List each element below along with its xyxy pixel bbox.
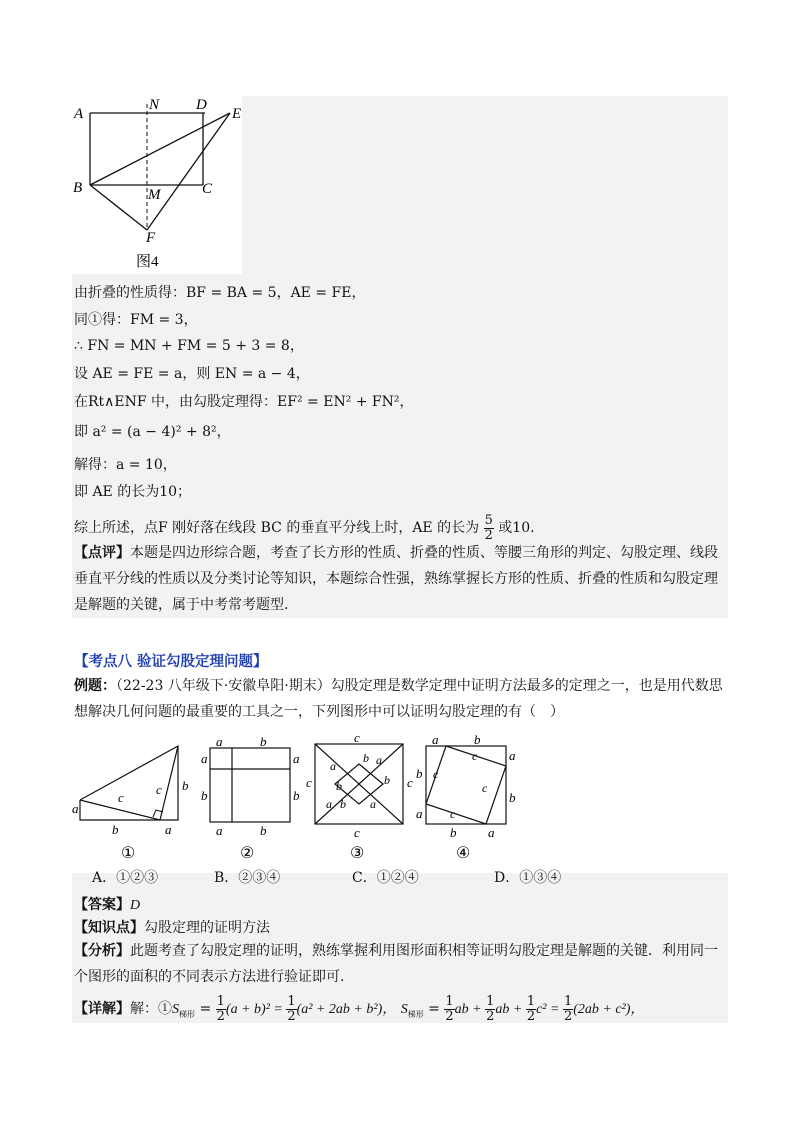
detail-expr1: (a + b)² = xyxy=(225,1002,287,1017)
option-d: D．①③④ xyxy=(494,870,562,886)
frac-half-4: $\frac{1}{2}$ xyxy=(486,993,495,1024)
option-c: C．①②④ xyxy=(352,870,419,886)
frac-half-6: $\frac{1}{2}$ xyxy=(563,993,573,1024)
label-F: F xyxy=(146,230,156,246)
answer-line xyxy=(74,895,140,916)
label-A: A xyxy=(74,106,84,122)
option-a: A．①②③ xyxy=(92,870,159,886)
detail-expr2: (a² + 2ab + b²)， xyxy=(296,1002,397,1017)
comment-paragraph xyxy=(74,540,726,618)
fig3-label-b1: b xyxy=(363,751,369,765)
label-B: B xyxy=(73,180,83,196)
figure-1-number: ① xyxy=(121,845,136,862)
solution-line-7: 解得：a = 10， xyxy=(74,457,177,473)
fraction-denominator: 2 xyxy=(484,527,493,543)
example-tag: 例题： xyxy=(74,678,116,694)
figure-4-diagram xyxy=(70,96,250,276)
fig4-label-c-right: c xyxy=(482,781,488,795)
figure-2-square xyxy=(201,734,300,862)
answer-value: D xyxy=(130,898,141,913)
solution-line-1: 由折叠的性质得：BF = BA = 5，AE = FE， xyxy=(74,285,366,301)
conclusion-tail: 或10. xyxy=(498,520,535,536)
fig2-label-a-left: a xyxy=(201,751,208,766)
section-title: 【考点八 验证勾股定理问题】 xyxy=(74,654,268,670)
detail-expr6: (2ab + c²)， xyxy=(573,1002,645,1017)
fig3-label-b4: b xyxy=(336,779,342,793)
fig4-label-a-right: a xyxy=(509,748,516,763)
figure-4-square xyxy=(416,732,516,862)
detail-tag: 【详解】 xyxy=(74,1001,130,1017)
detail-expr4: ab + xyxy=(495,1002,526,1017)
fig1-label-c-upper: c xyxy=(156,782,162,797)
fig4-label-c-bottom: c xyxy=(450,807,456,821)
fig3-label-b2: b xyxy=(384,773,390,787)
solution-line-6: 即 a² = (a − 4)² + 8²， xyxy=(74,424,231,440)
fig3-label-a2: a xyxy=(376,753,382,767)
label-N: N xyxy=(149,97,160,113)
figure-1-trapezoid xyxy=(72,746,189,862)
fig3-label-c-right: c xyxy=(407,775,413,790)
solution-line-8: 即 AE 的长为10； xyxy=(74,484,192,500)
fig4-label-b-left: b xyxy=(416,766,423,781)
answer-tag: 【答案】 xyxy=(74,897,130,913)
fig1-label-b-bottom: b xyxy=(112,822,119,837)
label-D: D xyxy=(196,97,207,113)
fig4-label-c-top: c xyxy=(472,749,478,763)
option-b: B．②③④ xyxy=(214,870,281,886)
solution-line-2: 同①得：FM = 3， xyxy=(74,312,198,328)
fig2-label-a-right: a xyxy=(293,751,300,766)
fig4-label-b-bottom: b xyxy=(450,825,457,840)
fig1-label-b-right: b xyxy=(182,778,189,793)
comment-text: 本题是四边形综合题，考查了长方形的性质、折叠的性质、等腰三角形的判定、勾股定理、线段垂直平分线的性质以及分类讨论等知识，本题综合性强，熟练掌握长方形的性质、折叠的性质和勾股定理是解题的关键，属于中考常考题型. xyxy=(74,545,718,613)
knowledge-tag: 【知识点】 xyxy=(74,920,144,936)
detail-subscript: 梯形 xyxy=(179,1009,195,1019)
fig3-label-b3: b xyxy=(340,797,346,811)
fig4-label-a-bottom: a xyxy=(488,825,495,840)
frac-half-1: $\frac{1}{2}$ xyxy=(216,993,225,1024)
example-text: （22-23 八年级下·安徽阜阳·期末）勾股定理是数学定理中证明方法最多的定理之一，也是用代数思想解决几何问题的最重要的工具之一，下列图形中可以证明勾股定理的有（ ） xyxy=(74,678,723,720)
example-paragraph xyxy=(74,673,726,725)
fraction-five-halves xyxy=(484,514,494,543)
fig4-label-a-left: a xyxy=(416,806,423,821)
fig3-label-c-bottom: c xyxy=(354,825,360,840)
detail-expr5: c² = xyxy=(536,1002,563,1017)
label-M: M xyxy=(148,187,161,203)
fig2-label-a-top: a xyxy=(216,734,223,749)
fig1-label-a-bottom: a xyxy=(165,822,172,837)
solution-line-5: 在Rt∧ENF 中，由勾股定理得：EF² = EN² + FN²， xyxy=(74,394,414,410)
fig3-label-a1: a xyxy=(330,759,336,773)
solution-line-4: 设 AE = FE = a，则 EN = a − 4， xyxy=(74,366,310,382)
figure-3-square xyxy=(306,730,413,862)
fig1-label-c-lower: c xyxy=(118,790,124,805)
analysis-text: 此题考查了勾股定理的证明，熟练掌握利用图形面积相等证明勾股定理是解题的关键．利用同一个图形的面积的不同表示方法进行验证即可. xyxy=(74,943,718,985)
figure-2-number: ② xyxy=(240,845,255,862)
fig4-label-c-left: c xyxy=(433,767,439,781)
knowledge-line xyxy=(74,918,270,938)
conclusion-text: 综上所述，点F 刚好落在线段 BC 的垂直平分线上时，AE 的长为 xyxy=(74,520,480,536)
figures-row xyxy=(70,730,530,868)
solution-line-3: ∴ FN = MN + FM = 5 + 3 = 8， xyxy=(74,338,304,354)
analysis-paragraph xyxy=(74,938,726,990)
fig2-label-b-right: b xyxy=(293,788,300,803)
fig2-label-a-bottom: a xyxy=(216,823,223,838)
fig3-label-a4: a xyxy=(370,797,376,811)
comment-tag: 【点评】 xyxy=(74,545,130,561)
detail-line: 【详解】解：$①S_{梯形}$ = $\frac{1}{2}$ (a + b)² = $\frac{1}{2}$ (a² + 2ab + b²)， $S_{梯形}$ = $\frac{1}{2}$ ab + $\frac{1}{2}$ ab + $\frac{1}{2}$ c² = $\frac{1}{2}$ (2ab + c²)， xyxy=(74,993,645,1024)
frac-half-5: $\frac{1}{2}$ xyxy=(526,993,536,1024)
fig4-label-b-top: b xyxy=(474,732,481,747)
figure-3-number: ③ xyxy=(350,845,365,862)
fig4-label-a-top: a xyxy=(432,732,439,747)
fig2-label-b-bottom: b xyxy=(260,823,267,838)
detail-subscript-2: 梯形 xyxy=(407,1009,424,1019)
fig3-label-a3: a xyxy=(326,797,332,811)
knowledge-text: 勾股定理的证明方法 xyxy=(144,920,270,936)
fig4-label-b-right: b xyxy=(509,790,516,805)
figure-4-number: ④ xyxy=(456,845,471,862)
detail-lead: 解：① xyxy=(130,1001,172,1017)
label-C: C xyxy=(202,181,213,197)
label-E: E xyxy=(232,106,242,122)
fig2-label-b-top: b xyxy=(260,734,267,749)
frac-half-2: $\frac{1}{2}$ xyxy=(287,993,296,1024)
fig1-label-a-left: a xyxy=(72,801,79,816)
fraction-numerator: 5 xyxy=(484,512,493,528)
fig2-label-b-left: b xyxy=(201,788,208,803)
figure-4-caption: 图4 xyxy=(136,254,159,270)
frac-half-3: $\frac{1}{2}$ xyxy=(445,993,454,1024)
analysis-tag: 【分析】 xyxy=(74,943,130,959)
fig3-label-c-left: c xyxy=(306,775,312,790)
fig3-label-c-top: c xyxy=(354,730,360,745)
detail-expr3: ab + xyxy=(454,1002,486,1017)
